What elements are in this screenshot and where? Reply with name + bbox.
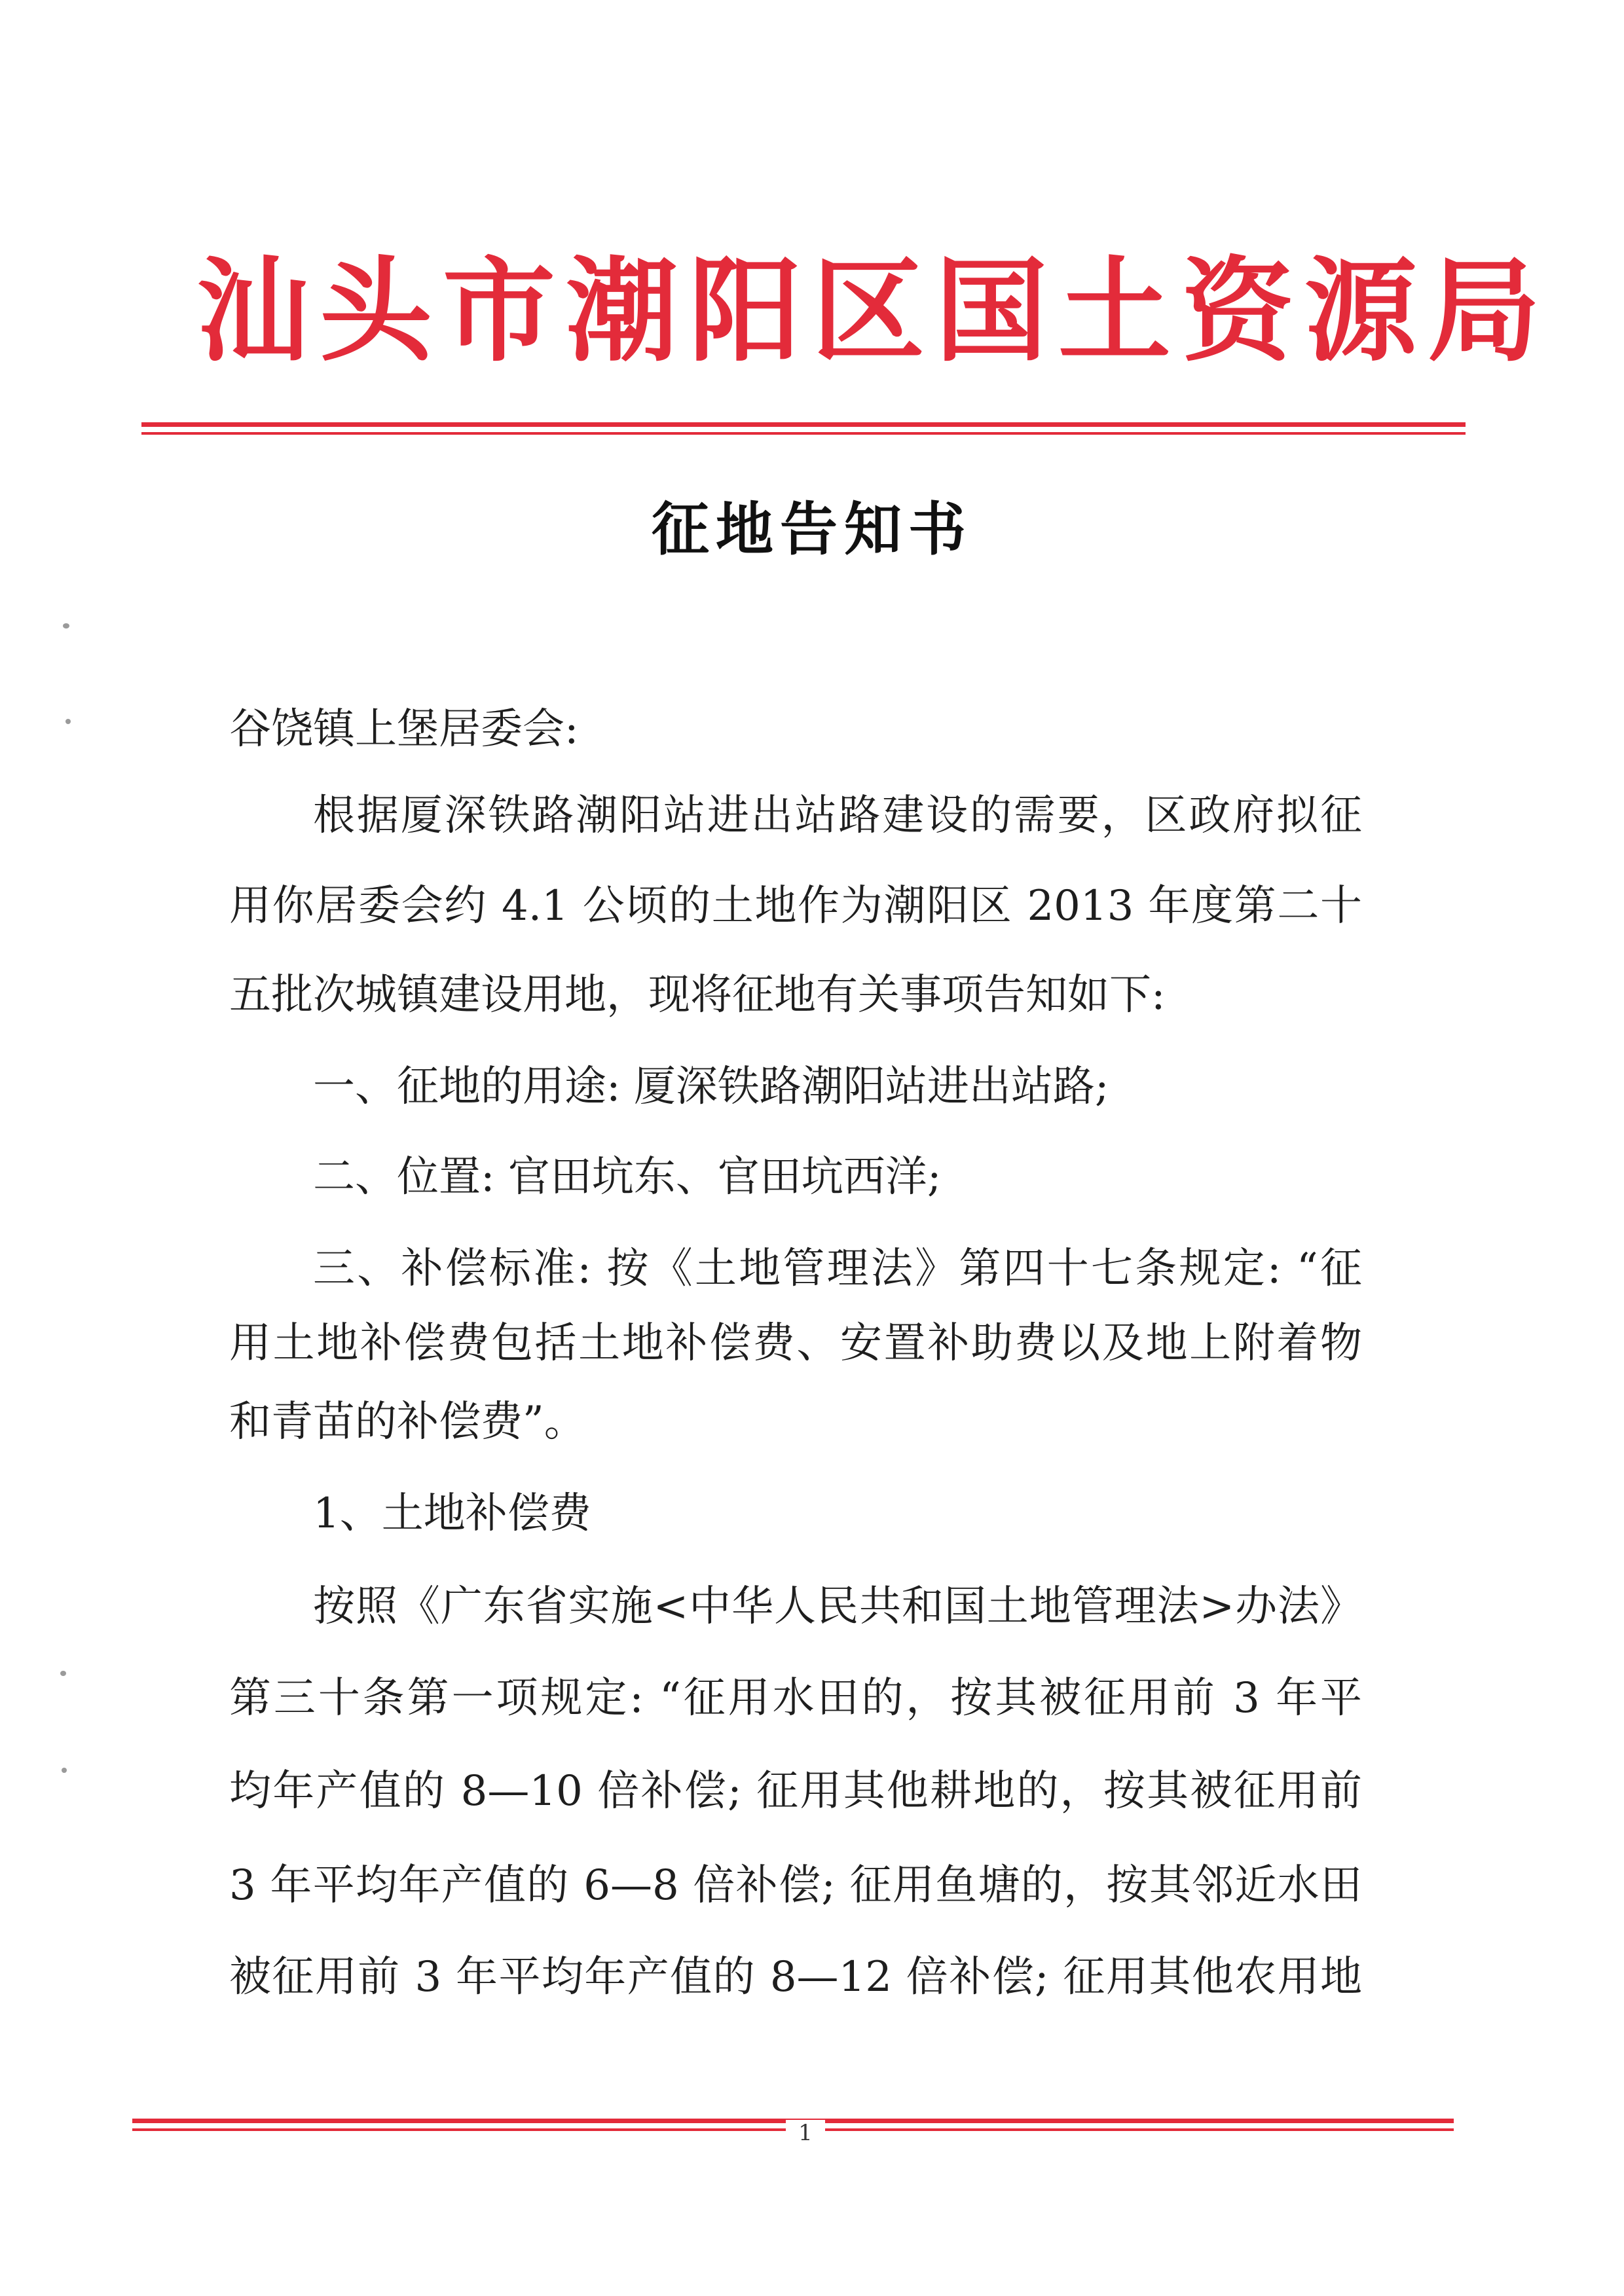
addressee: 谷饶镇上堡居委会: [229, 705, 579, 754]
body-line: 3 年平均年产值的 6—8 倍补偿; 征用鱼塘的，按其邻近水田 [229, 1861, 1362, 1910]
scan-speck [62, 1768, 67, 1773]
page-number: 1 [786, 2120, 825, 2146]
body-line: 五批次城镇建设用地，现将征地有关事项告知如下: [229, 971, 1166, 1019]
body-line: 用你居委会约 4.1 公顷的土地作为潮阳区 2013 年度第二十 [229, 882, 1362, 930]
section-heading: 1、土地补偿费 [313, 1489, 591, 1538]
scan-speck [60, 1671, 66, 1676]
body-line: 二、位置: 官田坑东、官田坑西洋; [313, 1153, 942, 1201]
organization-header: 汕头市潮阳区国土资源局 [196, 244, 1551, 377]
scan-speck [65, 719, 71, 724]
scan-speck [63, 623, 69, 629]
body-line: 根据厦深铁路潮阳站进出站路建设的需要，区政府拟征 [313, 792, 1362, 840]
body-line: 一、征地的用途: 厦深铁路潮阳站进出站路; [313, 1063, 1109, 1111]
body-line: 第三十条第一项规定: “征用水田的，按其被征用前 3 年平 [229, 1674, 1362, 1722]
body-line: 被征用前 3 年平均年产值的 8—12 倍补偿; 征用其他农用地 [229, 1953, 1362, 2001]
body-line: 和青苗的补偿费”。 [229, 1398, 586, 1446]
body-line: 三、补偿标准: 按《土地管理法》第四十七条规定: “征 [313, 1245, 1362, 1293]
header-red-rule-thick [141, 422, 1466, 427]
document-title: 征地告知书 [651, 495, 972, 563]
body-line: 用土地补偿费包括土地补偿费、安置补助费以及地上附着物 [229, 1319, 1362, 1368]
header-red-rule-thin [141, 432, 1466, 435]
body-line: 按照《广东省实施<中华人民共和国土地管理法>办法》 [313, 1582, 1362, 1631]
body-line: 均年产值的 8—10 倍补偿; 征用其他耕地的，按其被征用前 [229, 1767, 1362, 1815]
